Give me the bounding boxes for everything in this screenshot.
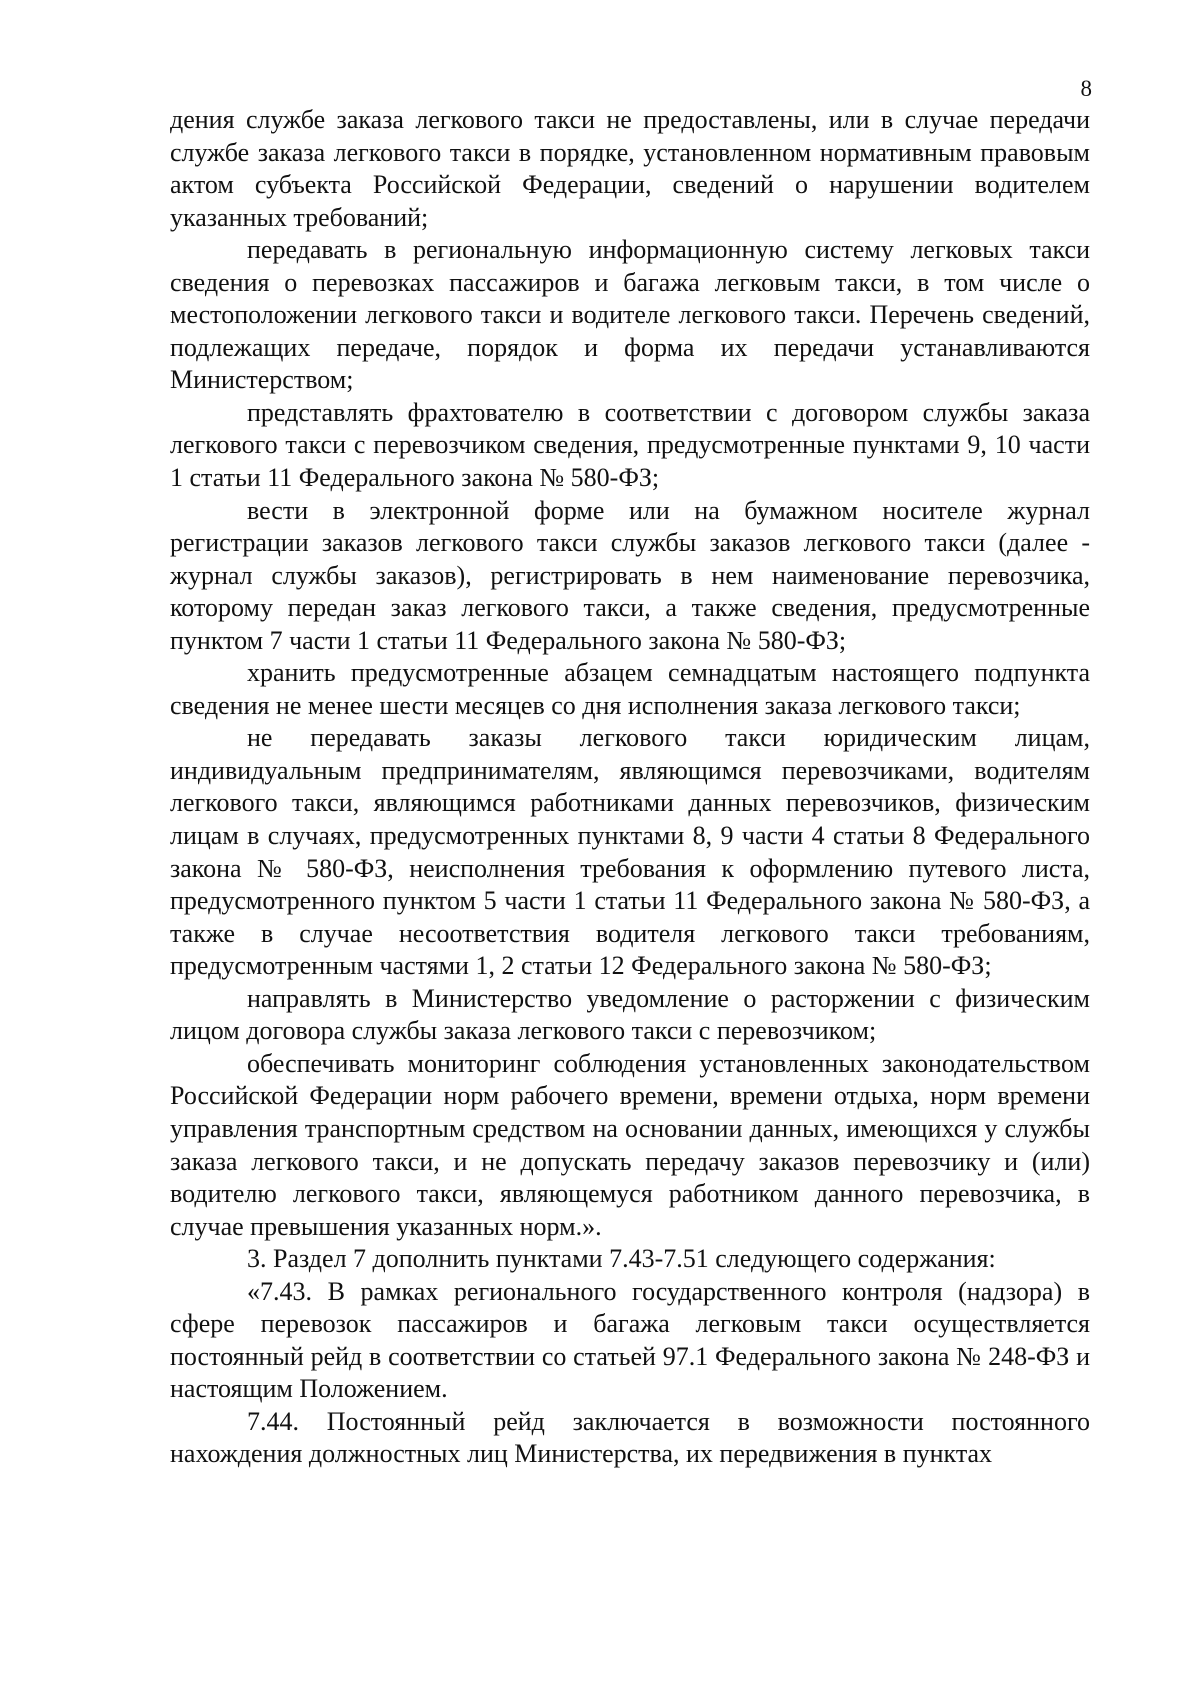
paragraph-order-journal: вести в электронной форме или на бумажном носителе журнал регистрации заказов легкового такси службы заказов легкового такси (далее - журнал службы заказов), регистрировать в нем наименование перевозчика, которому передан заказ легкового такси, а также сведения, предусмотренные пунктом 7 части 1 статьи 11 Федерального закона № 580-ФЗ; [170,495,1090,655]
paragraph-do-not-transfer-orders: не передавать заказы легкового такси юридическим лицам, индивидуальным предпринимателям, являющимся перевозчиками, водителям легкового такси, являющимся работниками данных перевозчиков, физическим лицам в случаях, предусмотренных пунктами 8, 9 части 4 статьи 8 Федерального закона № 580-ФЗ, неисполнения требования к оформлению путевого листа, предусмотренного пунктом 5 части 1 статьи 11 Федерального закона № 580-ФЗ, а также в случае несоответствия водителя легкового такси требованиям, предусмотренным частями 1, 2 статьи 12 Федерального закона № 580-ФЗ; [170,723,1090,981]
paragraph-provide-to-charterer: представлять фрахтователю в соответствии с договором службы заказа легкового такси с перевозчиком сведения, предусмотренные пунктами 9, 10 части 1 статьи 11 Федерального закона № 580-ФЗ; [170,397,1090,493]
page-number: 8 [1080,76,1092,101]
paragraph-section-7-amendment: 3. Раздел 7 дополнить пунктами 7.43-7.51 следующего содержания: [247,1244,996,1274]
paragraph-continuation: дения службе заказа легкового такси не предоставлены, или в случае передачи службе заказа легкового такси в порядке, установленном нормативным правовым актом субъекта Российской Федерации, сведений о нарушении водителем указанных требований; [170,105,1090,232]
paragraph-7-44: 7.44. Постоянный рейд заключается в возможности постоянного нахождения должностных лиц Министерства, их передвижения в пунктах [170,1406,1090,1469]
paragraph-notify-ministry: направлять в Министерство уведомление о расторжении с физическим лицом договора службы заказа легкового такси с перевозчиком; [170,983,1090,1046]
paragraph-monitoring: обеспечивать мониторинг соблюдения установленных законодательством Российской Федерации норм рабочего времени, времени отдыха, норм времени управления транспортным средством на основании данных, имеющихся у службы заказа легкового такси, и не допускать передачу заказов перевозчику и (или) водителю легкового такси, являющемуся работником данного перевозчика, в случае превышения указанных норм.». [170,1048,1090,1241]
paragraph-transfer-to-regional-system: передавать в региональную информационную систему легковых такси сведения о перевозках пассажиров и багажа легковым такси, в том числе о местоположении легкового такси и водителе легкового такси. Перечень сведений, подлежащих передаче, порядок и форма их передачи устанавливаются Министерством; [170,235,1090,395]
document-body [170,104,1090,1471]
paragraph-7-43: «7.43. В рамках регионального государственного контроля (надзора) в сфере перевозок пассажиров и багажа легковым такси осуществляется постоянный рейд в соответствии со статьей 97.1 Федерального закона № 248-ФЗ и настоящим Положением. [170,1276,1090,1404]
paragraph-store-records: хранить предусмотренные абзацем семнадцатым настоящего подпункта сведения не менее шести месяцев со дня исполнения заказа легкового такси; [170,658,1090,720]
